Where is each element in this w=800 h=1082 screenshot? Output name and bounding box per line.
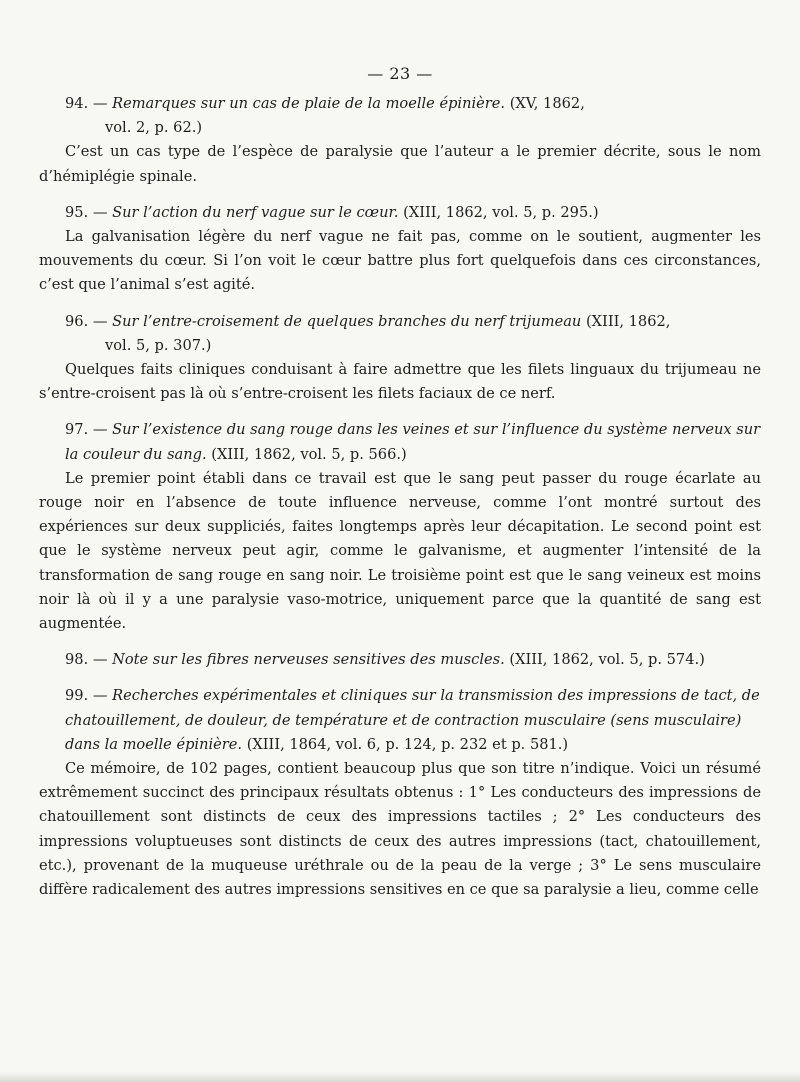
entry-heading xyxy=(39,684,761,757)
entry-summary: La galvanisation légère du nerf vague ne fait pas, comme on le soutient, augmenter les mouvements du cœur. Si l’on voit le cœur battre plus fort quelquefois dans ces circonstances, c’est que l’animal s’est agité. xyxy=(39,228,761,294)
entry-title: Recherches expérimentales et cliniques sur la transmission des impressions de tact, de chatouillement, de douleur, de température et de contraction musculaire (sens musculaire) dans la moelle épinière. xyxy=(65,687,760,753)
entry-dash: — xyxy=(88,651,113,669)
entry-dash: — xyxy=(88,95,113,112)
entry-dash: — xyxy=(88,312,113,330)
entry-title: Remarques sur un cas de plaie de la moelle épinière. xyxy=(112,95,506,112)
entry-number: 99. xyxy=(65,687,89,705)
entry-heading xyxy=(39,418,761,466)
page-number: — 23 — xyxy=(367,64,433,83)
entry-summary: C’est un cas type de l’espèce de paralysie que l’auteur a le premier décrite, sous le nom d’hémiplégie spinale. xyxy=(39,143,761,185)
entry-reference-continued: vol. 2, p. 62.) xyxy=(105,119,203,137)
entry-number: 94. xyxy=(65,95,89,112)
entry-summary: Quelques faits cliniques conduisant à faire admettre que les filets linguaux du trijumeau ne s’entre-croisent pas là où s’entre-croisent les filets faciaux de ce nerf. xyxy=(39,361,761,403)
entry-number: 97. xyxy=(65,421,89,439)
entry-reference: (XIII, 1862, vol. 5, p. 566.) xyxy=(206,445,407,463)
entry-title: Sur l’existence du sang rouge dans les veines et sur l’influence du système nerveux sur la couleur du sang. xyxy=(65,421,761,463)
entry-heading xyxy=(39,648,761,672)
entry-dash: — xyxy=(88,421,113,439)
entry-reference: (XIII, 1862, vol. 5, p. 574.) xyxy=(504,651,705,669)
entry-title: Sur l’entre-croisement de quelques branches du nerf trijumeau xyxy=(112,312,582,330)
entry-reference: (XIII, 1864, vol. 6, p. 124, p. 232 et p. 581.) xyxy=(242,735,569,753)
entry-number: 98. xyxy=(65,651,89,669)
entry-number: 95. xyxy=(65,203,89,221)
entry-dash: — xyxy=(88,687,113,705)
entry-dash: — xyxy=(88,203,113,221)
entry-title: Note sur les fibres nerveuses sensitives des muscles. xyxy=(112,651,505,669)
entry-reference: (XIII, 1862, vol. 5, p. 295.) xyxy=(398,203,599,221)
page-edge-shadow xyxy=(0,1072,800,1082)
entry-reference-continued: vol. 5, p. 307.) xyxy=(105,336,212,354)
entry-reference: (XV, 1862, xyxy=(505,95,585,112)
entry-heading xyxy=(39,310,761,358)
bibliography-text xyxy=(39,92,761,902)
entry-summary: Le premier point établi dans ce travail est que le sang peut passer du rouge écarlate au rouge noir en l’absence de toute influence nerveuse, comme l’ont montré surtout des expériences sur deux suppliciés, faites longtemps après leur décapitation. Le second point est que le système nerveux peut agir, comme le galvanisme, et augmenter l’intensité de la transformation de sang rouge en sang noir. Le troisième point est que le sang veineux est moins noir là où il y a une paralysie vaso-motrice, uniquement parce que la quantité de sang est augmentée. xyxy=(39,469,761,633)
entry-title: Sur l’action du nerf vague sur le cœur. xyxy=(112,203,399,221)
entry-number: 96. xyxy=(65,312,89,330)
entry-heading xyxy=(39,92,761,140)
entry-reference: (XIII, 1862, xyxy=(581,312,671,330)
entry-heading xyxy=(39,201,761,225)
entry-summary: Ce mémoire, de 102 pages, contient beaucoup plus que son titre n’indique. Voici un résumé extrêmement succinct des principaux résultats obtenus : 1° Les conducteurs des impressions de chatouillement sont distincts de ceux des impressions tactiles ; 2° Les conducteurs des impressions voluptueuses sont distincts de ceux des autres impressions (tact, chatouillement, etc.), provenant de la muqueuse uréthrale ou de la peau de la verge ; 3° Le sens musculaire diffère radicalement des autres impressions sensitives en ce que sa paralysie a lieu, comme celle xyxy=(39,760,761,899)
